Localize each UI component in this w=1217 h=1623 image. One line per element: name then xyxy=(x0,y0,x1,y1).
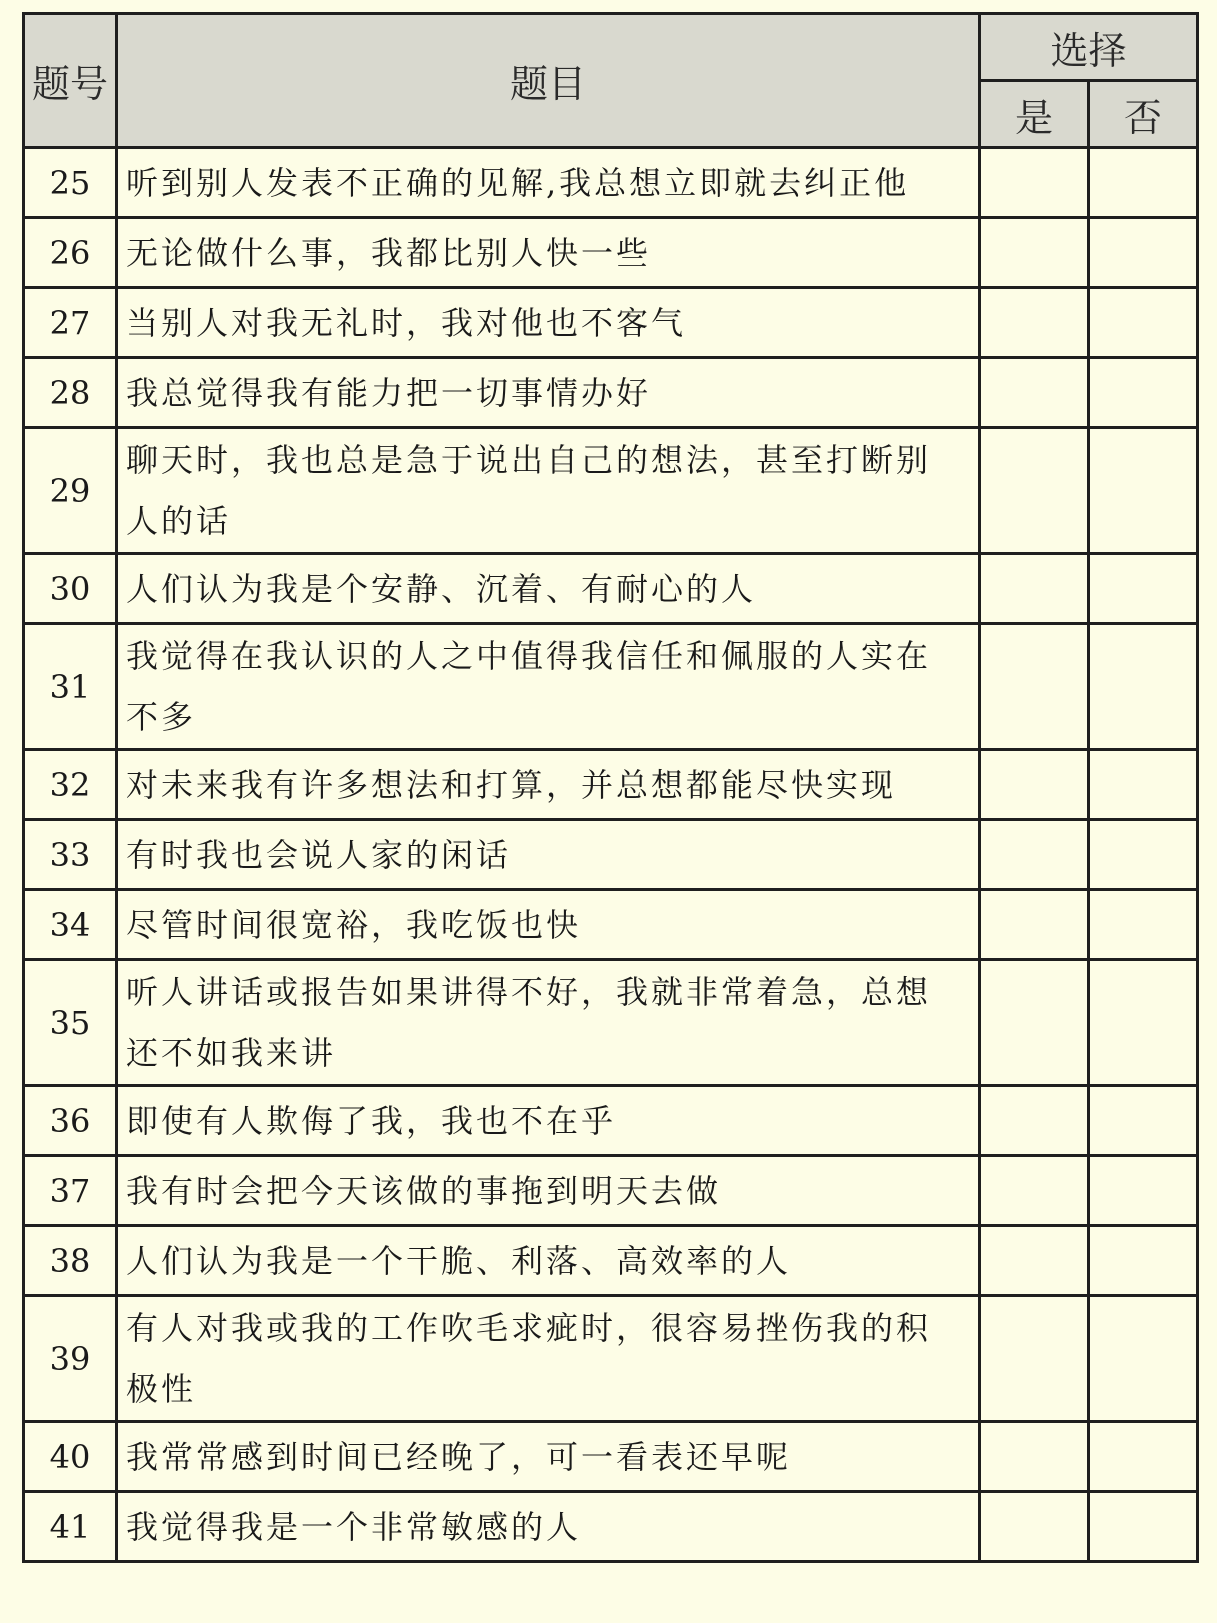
question-text: 人们认为我是一个干脆、利落、高效率的人 xyxy=(117,1226,980,1296)
no-cell[interactable] xyxy=(1089,554,1198,624)
questionnaire-table xyxy=(22,12,1199,1563)
no-cell[interactable] xyxy=(1089,358,1198,428)
question-number: 39 xyxy=(24,1296,117,1422)
table-row xyxy=(24,1226,1198,1296)
table-row xyxy=(24,624,1198,750)
question-text: 即使有人欺侮了我，我也不在乎 xyxy=(117,1086,980,1156)
table-row xyxy=(24,218,1198,288)
yes-cell[interactable] xyxy=(980,218,1089,288)
table-row xyxy=(24,554,1198,624)
no-cell[interactable] xyxy=(1089,218,1198,288)
table-row xyxy=(24,1422,1198,1492)
question-text: 我有时会把今天该做的事拖到明天去做 xyxy=(117,1156,980,1226)
question-text: 尽管时间很宽裕，我吃饭也快 xyxy=(117,890,980,960)
table-header xyxy=(24,14,1198,148)
yes-cell[interactable] xyxy=(980,428,1089,554)
question-number: 32 xyxy=(24,750,117,820)
no-cell[interactable] xyxy=(1089,1296,1198,1422)
no-cell[interactable] xyxy=(1089,624,1198,750)
question-number: 33 xyxy=(24,820,117,890)
yes-cell[interactable] xyxy=(980,890,1089,960)
question-number: 38 xyxy=(24,1226,117,1296)
yes-cell[interactable] xyxy=(980,288,1089,358)
no-cell[interactable] xyxy=(1089,820,1198,890)
question-text: 我觉得在我认识的人之中值得我信任和佩服的人实在不多 xyxy=(117,624,980,750)
question-number: 41 xyxy=(24,1492,117,1562)
no-cell[interactable] xyxy=(1089,1492,1198,1562)
question-text: 人们认为我是个安静、沉着、有耐心的人 xyxy=(117,554,980,624)
yes-cell[interactable] xyxy=(980,820,1089,890)
no-cell[interactable] xyxy=(1089,960,1198,1086)
header-number: 题号 xyxy=(24,14,117,148)
yes-cell[interactable] xyxy=(980,358,1089,428)
table-row xyxy=(24,1296,1198,1422)
question-number: 34 xyxy=(24,890,117,960)
header-choice: 选择 xyxy=(980,14,1198,81)
yes-cell[interactable] xyxy=(980,148,1089,218)
header-no: 否 xyxy=(1089,81,1198,148)
question-number: 31 xyxy=(24,624,117,750)
table-row xyxy=(24,750,1198,820)
question-text: 有人对我或我的工作吹毛求疵时，很容易挫伤我的积极性 xyxy=(117,1296,980,1422)
yes-cell[interactable] xyxy=(980,624,1089,750)
no-cell[interactable] xyxy=(1089,1226,1198,1296)
table-row xyxy=(24,288,1198,358)
yes-cell[interactable] xyxy=(980,960,1089,1086)
question-number: 29 xyxy=(24,428,117,554)
no-cell[interactable] xyxy=(1089,750,1198,820)
yes-cell[interactable] xyxy=(980,554,1089,624)
question-number: 40 xyxy=(24,1422,117,1492)
question-number: 36 xyxy=(24,1086,117,1156)
question-number: 26 xyxy=(24,218,117,288)
question-text: 当别人对我无礼时，我对他也不客气 xyxy=(117,288,980,358)
yes-cell[interactable] xyxy=(980,1156,1089,1226)
no-cell[interactable] xyxy=(1089,148,1198,218)
yes-cell[interactable] xyxy=(980,1492,1089,1562)
question-number: 27 xyxy=(24,288,117,358)
no-cell[interactable] xyxy=(1089,1422,1198,1492)
question-number: 30 xyxy=(24,554,117,624)
table-row xyxy=(24,890,1198,960)
question-text: 无论做什么事，我都比别人快一些 xyxy=(117,218,980,288)
no-cell[interactable] xyxy=(1089,428,1198,554)
question-text: 我总觉得我有能力把一切事情办好 xyxy=(117,358,980,428)
table-row xyxy=(24,1156,1198,1226)
yes-cell[interactable] xyxy=(980,1086,1089,1156)
yes-cell[interactable] xyxy=(980,1422,1089,1492)
table-row xyxy=(24,960,1198,1086)
table-row xyxy=(24,1492,1198,1562)
table-row xyxy=(24,820,1198,890)
question-text: 对未来我有许多想法和打算，并总想都能尽快实现 xyxy=(117,750,980,820)
no-cell[interactable] xyxy=(1089,1086,1198,1156)
table-row xyxy=(24,358,1198,428)
header-question: 题目 xyxy=(117,14,980,148)
header-yes: 是 xyxy=(980,81,1089,148)
yes-cell[interactable] xyxy=(980,1296,1089,1422)
question-number: 35 xyxy=(24,960,117,1086)
no-cell[interactable] xyxy=(1089,890,1198,960)
question-text: 听人讲话或报告如果讲得不好，我就非常着急，总想还不如我来讲 xyxy=(117,960,980,1086)
question-text: 我常常感到时间已经晚了，可一看表还早呢 xyxy=(117,1422,980,1492)
yes-cell[interactable] xyxy=(980,750,1089,820)
yes-cell[interactable] xyxy=(980,1226,1089,1296)
table-row xyxy=(24,1086,1198,1156)
question-number: 28 xyxy=(24,358,117,428)
no-cell[interactable] xyxy=(1089,1156,1198,1226)
question-text: 我觉得我是一个非常敏感的人 xyxy=(117,1492,980,1562)
no-cell[interactable] xyxy=(1089,288,1198,358)
question-text: 聊天时，我也总是急于说出自己的想法，甚至打断别人的话 xyxy=(117,428,980,554)
table-row xyxy=(24,148,1198,218)
question-number: 37 xyxy=(24,1156,117,1226)
table-row xyxy=(24,428,1198,554)
question-number: 25 xyxy=(24,148,117,218)
question-text: 听到别人发表不正确的见解,我总想立即就去纠正他 xyxy=(117,148,980,218)
question-text: 有时我也会说人家的闲话 xyxy=(117,820,980,890)
